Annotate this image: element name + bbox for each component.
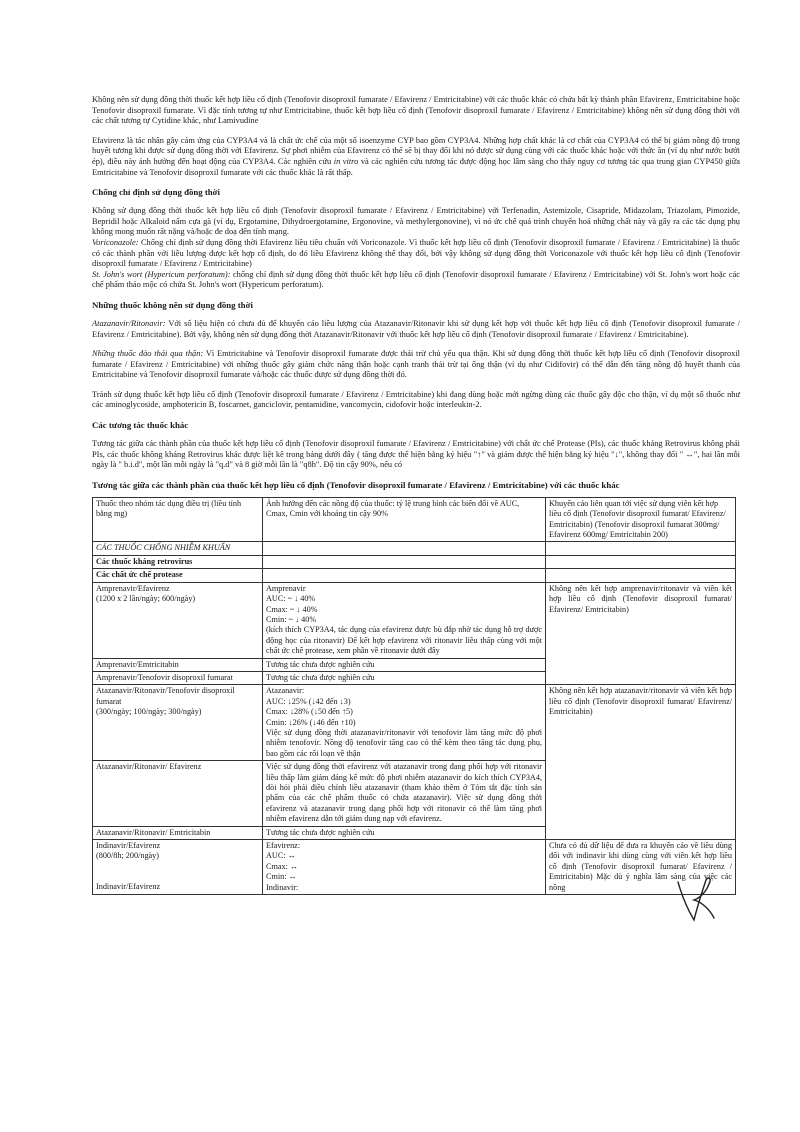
recommendation-cell: Không nên kết hợp amprenavir/ritonavir và viên kết hợp liều cố định (Tenofovir disoproxil fumarat/ Efavirenz/ Emtricitabin) xyxy=(546,582,736,685)
header-drug-group: Thuốc theo nhóm tác dụng điều trị (liều tính bằng mg) xyxy=(93,497,263,542)
table-row xyxy=(93,542,736,555)
recommendation-cell: Chưa có đủ dữ liệu để đưa ra khuyến cáo về liều dùng đối với indinavir khi dùng cùng với viên kết hợp liều cố định (Tenofovir disoproxil fumarat/ Efavirenz / Emtricitabin) Mặc dù ý nghĩa lâm sàng của việc các nồng xyxy=(546,840,736,895)
paragraph-st-johns-wort: St. John's wort (Hypericum perforatum): chống chỉ định sử dụng đồng thời thuốc kết hợp liều cố định (Tenofovir disoproxil fumarate / Efavirenz / Emtricitabine) với St. John's wort hoặc các chế phẩm thảo mộc có chứa St. John's wort (Hypericum perforatum). xyxy=(92,269,741,290)
handwritten-signature-icon xyxy=(672,872,720,924)
effect-cell: Tương tác chưa được nghiên cứu xyxy=(263,826,546,839)
effect-cell: Efavirenz: AUC: ↔ Cmax: ↔ Cmin: ↔ Indinavir: xyxy=(263,840,546,895)
in-vitro-term: in vitro xyxy=(333,156,359,166)
table-row xyxy=(93,840,736,895)
paragraph-coadmin-restriction: Không nên sử dụng đồng thời thuốc kết hợp liều cố định (Tenofovir disoproxil fumarate / Efavirenz / Emtricitabine) với các thuốc khác có chứa bất kỳ thành phần Efavirenz, Emtricitabine hoặc Tenofovir disoproxil fumarate. Vì đặc tính tương tự như Emtricitabine, thuốc kết hợp liều cố định (Tenofovir disoproxil fumarate / Efavirenz / Emtricitabine) không nên sử dụng đồng thời với các chất tương tự Cytidine khác, như Lamivudine xyxy=(92,95,740,126)
effect-cell: Atazanavir: AUC: ↓25% (↓42 đến ↓3) Cmax: ↓28% (↓50 đến ↑5) Cmin: ↓26% (↓46 đến ↑10) Việc sử dụng đồng thời atazanavir/ritonavir với tenofovir làm tăng mức độ phơi nhiễm tenofovir. Nồng độ tenofovir tăng cao có thể kèm theo tăng tác dụng phụ, bao gồm các rối loạn về thận xyxy=(263,685,546,761)
paragraph-voriconazole: Voriconazole: Chống chỉ định sử dụng đồng thời Efavirenz liều tiêu chuẩn với Voriconazole. Vì thuốc kết hợp liều cố định (Tenofovir disoproxil fumarate / Efavirenz / Emtricitabine) là thuốc có các thành phần với liều lượng được kết hợp cố định, do đó liều Efavirenz không thể thay đổi, bởi vậy không sử dụng đồng thời Voriconazole với thuốc kết hợp liều cố định (Tenofovir disoproxil fumarate / Efavirenz / Emtricitabine) xyxy=(92,237,740,269)
table-row xyxy=(93,685,736,761)
interaction-table xyxy=(92,497,736,895)
drug-cell: Atazanavir/Ritonavir/Tenofovir disoproxil fumarat (300/ngày; 100/ngày; 300/ngày) xyxy=(93,685,263,761)
table-row xyxy=(93,582,736,658)
drug-cell: Atazanavir/Ritonavir/ Emtricitabin xyxy=(93,826,263,839)
heading-avoid-coadmin: Những thuốc không nên sử dụng đồng thời xyxy=(92,299,253,310)
recommendation-cell: Không nên kết hợp atazanavir/ritonavir và viên kết hợp liều cố định (Tenofovir disoproxil fumarat/ Efavirenz/ Emtricitabin) xyxy=(546,685,736,840)
header-effect: Ảnh hưởng đến các nồng độ của thuốc: tỷ lệ trung bình các biến đổi về AUC, Cmax, Cmin với khoảng tin cậy 90% xyxy=(263,497,546,542)
heading-interaction-table: Tương tác giữa các thành phần của thuốc kết hợp liều cố định (Tenofovir disoproxil fumarate / Efavirenz / Emtricitabine) với các thuốc khác xyxy=(92,479,620,490)
heading-other-interactions: Các tương tác thuốc khác xyxy=(92,420,189,431)
effect-cell: Việc sử dụng đồng thời efavirenz với atazanavir trong đang phối hợp với ritonavir liều thấp làm giảm đáng kể mức độ phơi nhiễm atazanavir do kích thích CYP3A4, đòi hỏi phải điều chỉnh liều atazanavir (tham khảo thêm ở Tóm tắt đặc tính sản phẩm của các chế phẩm thuốc có chứa atazanavir). Việc sử dụng đồng thời efavirenz và atazanavir trong dạng phối hợp với ritonavir có thể làm tăng phơi nhiễm efavirenz dẫn tới giảm dung nạp với efavirenz. xyxy=(263,761,546,826)
drug-cell: Atazanavir/Ritonavir/ Efavirenz xyxy=(93,761,263,826)
section-antiretroviral: Các thuốc kháng retrovirus xyxy=(93,555,263,568)
paragraph-cyp3a4: Efavirenz là tác nhân gây cảm ứng của CYP3A4 và là chất ức chế của một số isoenzyme CYP bao gồm CYP3A4. Những hợp chất khác là cơ chất của CYP3A4 có thể bị giảm nồng độ trong huyết tương khi được sử dụng đồng thời với Efavirenz. Sự phơi nhiễm của Efavirenz có thể sẽ bị thay đổi khi nó được sử dụng cùng với các thuốc khác hoặc với thức ăn (ví dụ như nước bưởi ép), điều này ảnh hưởng đến hoạt động của CYP3A4. Các nghiên cứu in vitro và các nghiên cứu tương tác được động học lâm sàng cho thấy nguy cơ tương tác qua trung gian CYP450 giữa Emtricitabine và Tenofovir disoproxil fumarate với các thuốc khác là rất thấp. xyxy=(92,135,740,177)
drug-cell: Amprenavir/Tenofovir disoproxil fumarat xyxy=(93,671,263,684)
drug-cell: Indinavir/Efavirenz (800/8h; 200/ngày) Indinavir/Efavirenz xyxy=(93,840,263,895)
effect-cell: Amprenavir AUC: ~ ↓ 40% Cmax: ~ ↓ 40% Cmin: ~ ↓ 40% (kích thích CYP3A4, tác dụng của efavirenz được bù đắp nhờ tác dụng hỗ trợ dược động học của ritonavir) Để kết hợp efavirenz với ritonavir liều thấp cùng với một chất ức chế protease, xem phần về ritonavir dưới đây xyxy=(263,582,546,658)
header-recommendation: Khuyến cáo liên quan tới việc sử dụng viên kết hợp liều cố định (Tenofovir disoproxil fumarat/ Efavirenz/ Emtricitabin) (Tenofovir disoproxil fumarat 300mg/ Efavirenz 600mg/ Emtricitabin 200) xyxy=(546,497,736,542)
drug-cell: Amprenavir/Emtricitabin xyxy=(93,658,263,671)
paragraph-contra-drugs: Không sử dụng đồng thời thuốc kết hợp liều cố định (Tenofovir disoproxil fumarate / Efavirenz / Emtricitabine) với Terfenadin, Astemizole, Cisapride, Midazolam, Triazolam, Pimozide, Bepridil hoặc Alkaloid nấm cựa gà (ví dụ, Ergotamine, Dihydroergotamine, Ergonovine, và methylergonovine), vì nó ức chế quá trình chuyển hoá những chất này và gây ra các tác dụng phụ không mong muốn rất nặng và/hoặc đe doạ đến tính mạng. xyxy=(92,206,740,237)
table-row xyxy=(93,569,736,582)
heading-contraindication: Chống chỉ định sử dụng đồng thời xyxy=(92,187,220,198)
table-header-row xyxy=(93,497,736,542)
section-antiinfective: CÁC THUỐC CHỐNG NHIỄM KHUẨN xyxy=(93,542,263,555)
effect-cell: Tương tác chưa được nghiên cứu xyxy=(263,658,546,671)
section-protease-inhibitors: Các chất ức chế protease xyxy=(93,569,263,582)
paragraph-nephrotoxic: Tránh sử dụng thuốc kết hợp liều cố định (Tenofovir disoproxil fumarate / Efavirenz / Emtricitabine) khi đang dùng hoặc mới ngừng dùng các thuốc gây độc cho thận, ví dụ một số thuốc như các aminoglycoside, amphotericin B, foscarnet, ganciclovir, pentamidine, vancomycin, cidofovir hoặc interleukin-2. xyxy=(92,389,740,410)
paragraph-atazanavir: Atazanavir/Ritonavir: Với số liệu hiện có chưa đủ để khuyến cáo liều lượng của Atazanavir/Ritonavir khi sử dụng kết hợp với thuốc kết hợp liều cố định (Tenofovir disoproxil fumarate / Efavirenz / Emtricitabine). Bởi vậy, không nên sử dụng đồng thời Atazanavir/Ritonavir với thuốc kết hợp liều cố định (Tenofovir disoproxil fumarate / Efavirenz / Emtricitabine). xyxy=(92,318,740,339)
drug-cell: Amprenavir/Efavirenz (1200 x 2 lần/ngày; 600/ngày) xyxy=(93,582,263,658)
table-row xyxy=(93,555,736,568)
paragraph-interaction-legend: Tương tác giữa các thành phần của thuốc kết hợp liều cố định (Tenofovir disoproxil fumarate / Efavirenz / Emtricitabine) với chất ức chế Protease (PIs), các thuốc kháng Retrovirus không phải PIs, các thuốc không kháng Retrovirus khác được liệt kê trong bảng dưới đây ( tăng được thể hiện bằng ký hiệu "↑" và giảm được thể hiện bằng ký hiệu "↓", không thay đổi " ↔", hai lần mỗi ngày là " b.i.d", một lần mỗi ngày là "q.d" và 8 giờ mỗi lần là "q8h". Độ tin cậy 90%, nếu có xyxy=(92,439,740,470)
paragraph-renal-drugs: Những thuốc đào thải qua thận: Vì Emtricitabine và Tenofovir disoproxil fumarate được thải trừ chủ yếu qua thận. Khi sử dụng đồng thời thuốc kết hợp liều cố định (Tenofovir disoproxil fumarate / Efavirenz / Emtricitabine) với những thuốc gây giảm chức năng thận hoặc cạnh tranh thải trừ tại ống thận (ví dụ như Cidifovir) có thể dẫn đến tăng nồng độ huyết thanh của Emtricitabine và Tenofovir disoproxil fumarate và/hoặc các thuốc được sử dụng đồng thời đó. xyxy=(92,349,740,380)
effect-cell: Tương tác chưa được nghiên cứu xyxy=(263,671,546,684)
